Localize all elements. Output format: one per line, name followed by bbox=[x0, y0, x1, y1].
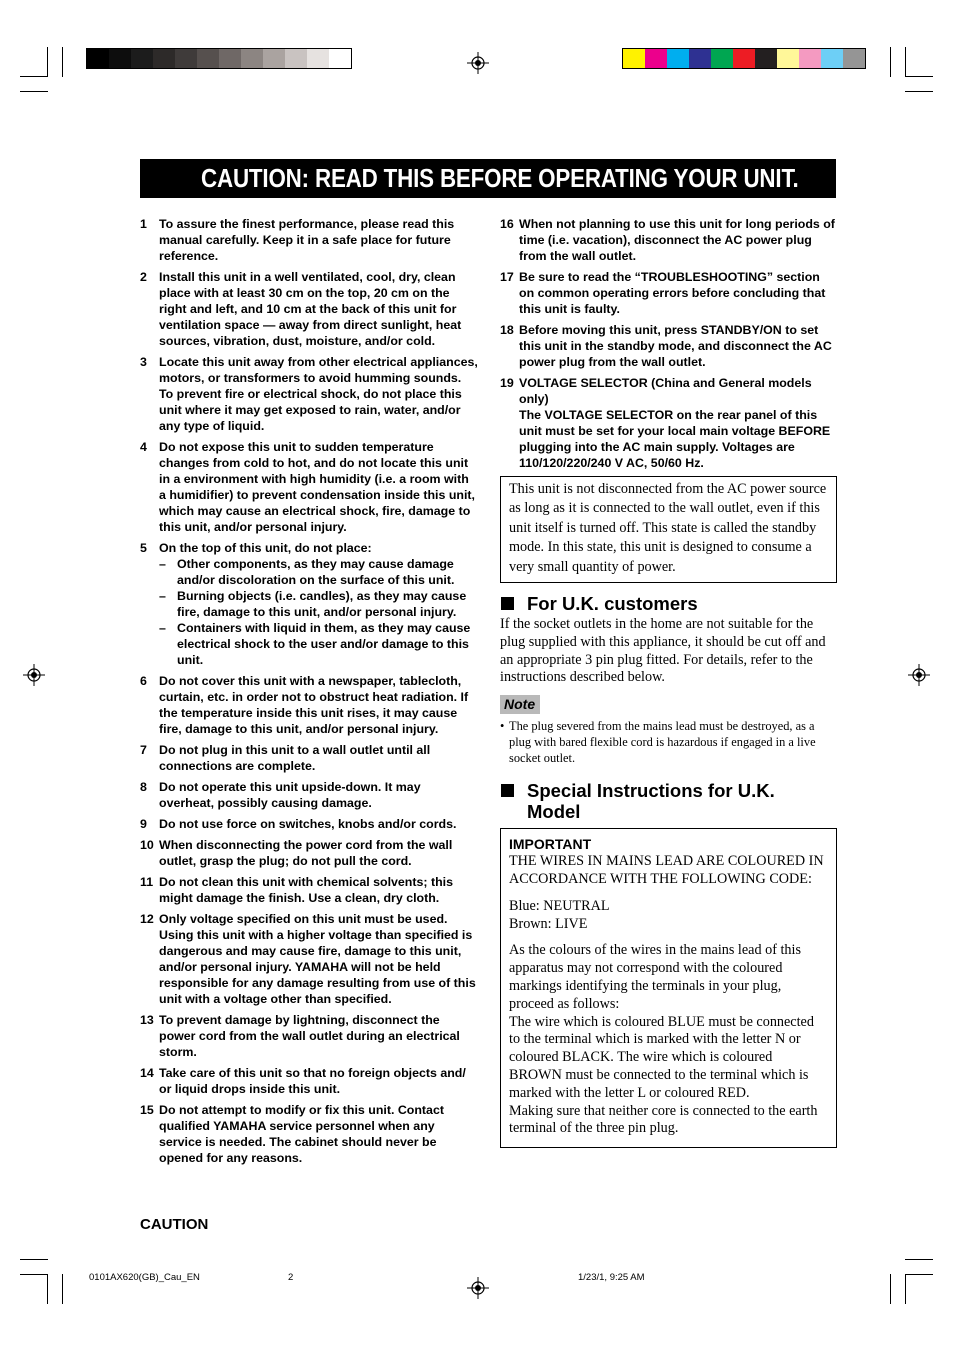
important-title: IMPORTANT bbox=[509, 836, 592, 853]
caution-item bbox=[500, 375, 837, 471]
note-text: The plug severed from the mains lead must be destroyed, as a plug with bared flexible cord is hazardous if engaged in a live socket outlet. bbox=[509, 719, 816, 766]
crop-mark bbox=[20, 76, 48, 77]
caution-item-text: Be sure to read the “TROUBLESHOOTING” section on common operating errors before concluding that this unit is faulty. bbox=[519, 270, 826, 316]
color-swatch bbox=[175, 49, 197, 68]
important-box bbox=[500, 828, 837, 1148]
note-label: Note bbox=[500, 695, 540, 714]
special-heading-line1: Special Instructions for U.K. bbox=[527, 780, 775, 802]
color-swatch bbox=[263, 49, 285, 68]
crop-mark bbox=[62, 1274, 63, 1304]
caution-item bbox=[140, 439, 478, 535]
caution-item-text: When disconnecting the power cord from the wall outlet, grasp the plug; do not pull the cord. bbox=[159, 838, 453, 868]
caution-item-number: 15 bbox=[140, 1103, 154, 1117]
caution-item-number: 13 bbox=[140, 1013, 154, 1027]
caution-item-text: Do not expose this unit to sudden temperature changes from cold to hot, and do not locate this unit in a environment with high humidity (i.e. a room with a humidifier) to prevent condensation inside this unit, which may cause an electrical shock, fire, damage to this unit, and/or personal injury. bbox=[159, 440, 475, 534]
caution-list-left bbox=[140, 216, 478, 1166]
caution-item-text: To assure the finest performance, please read this manual carefully. Keep it in a safe place for future reference. bbox=[159, 217, 455, 263]
caution-item-text: Do not attempt to modify or fix this unit. Contact qualified YAMAHA service personnel when any service is needed. The cabinet should never be opened for any reasons. bbox=[159, 1103, 444, 1165]
caution-item-number: 7 bbox=[140, 743, 147, 757]
caution-sub-item-text: Burning objects (i.e. candles), as they may cause fire, damage to this unit, and/or personal injury. bbox=[177, 589, 467, 619]
caution-item-text: Do not cover this unit with a newspaper, tablecloth, curtain, etc. in order not to obstruct heat radiation. If the temperature inside this unit rises, it may cause fire, damage to this unit, and/or personal injury. bbox=[159, 674, 469, 736]
footer-section-label: CAUTION bbox=[140, 1216, 209, 1233]
color-swatch bbox=[733, 49, 755, 68]
color-swatch bbox=[153, 49, 175, 68]
registration-mark-icon bbox=[23, 664, 45, 686]
blue-neutral: Blue: NEUTRAL bbox=[509, 897, 610, 914]
page-title: CAUTION: READ THIS BEFORE OPERATING YOUR UNIT. bbox=[201, 163, 799, 193]
caution-item-number: 4 bbox=[140, 440, 147, 454]
caution-item bbox=[500, 216, 837, 264]
color-swatch bbox=[689, 49, 711, 68]
color-swatch bbox=[241, 49, 263, 68]
bullet-icon: • bbox=[500, 719, 505, 734]
caution-item-text: To prevent damage by lightning, disconnect the power cord from the wall outlet during an electrical storm. bbox=[159, 1013, 460, 1059]
crop-mark bbox=[47, 47, 48, 77]
caution-item-text: Install this unit in a well ventilated, cool, dry, clean place with at least 30 cm on the top, 20 cm on the right and left, and 10 cm at the back of this unit for ventilation space — away from direct sunlight, heat sources, vibration, dust, moisture, and/or cold. bbox=[159, 270, 462, 348]
caution-sub-item bbox=[159, 556, 478, 588]
important-paragraph-2: The wire which is coloured BLUE must be connected to the terminal which is marked with the letter N or coloured BLACK. The wire which is coloured BROWN must be connected to the terminal which is marked with the letter L or coloured RED. bbox=[509, 1013, 814, 1101]
caution-item-text: Do not operate this unit upside-down. It may overheat, possibly causing damage. bbox=[159, 780, 421, 810]
caution-item bbox=[140, 1012, 478, 1060]
caution-item-text-continued: The VOLTAGE SELECTOR on the rear panel of this unit must be set for your local main voltage BEFORE plugging into the AC main supply. Voltages are 110/120/220/240 V AC, 50/60 Hz. bbox=[519, 408, 831, 470]
crop-mark bbox=[905, 1259, 933, 1260]
crop-mark bbox=[905, 1274, 906, 1304]
crop-mark bbox=[890, 1274, 891, 1304]
caution-item-number: 9 bbox=[140, 817, 147, 831]
caution-item-text: Take care of this unit so that no foreign objects and/ or liquid drops inside this unit. bbox=[159, 1066, 466, 1096]
caution-item bbox=[140, 874, 478, 906]
caution-item-number: 8 bbox=[140, 780, 147, 794]
brown-live: Brown: LIVE bbox=[509, 915, 588, 932]
caution-item-text: Do not use force on switches, knobs and/or cords. bbox=[159, 817, 457, 831]
color-swatch bbox=[307, 49, 329, 68]
crop-mark bbox=[20, 1274, 48, 1275]
footer-timestamp: 1/23/1, 9:25 AM bbox=[578, 1272, 645, 1283]
caution-item bbox=[500, 322, 837, 370]
crop-mark bbox=[905, 1274, 933, 1275]
color-swatch bbox=[777, 49, 799, 68]
caution-item-number: 19 bbox=[500, 376, 514, 390]
process-color-bar bbox=[622, 48, 866, 69]
color-swatch bbox=[109, 49, 131, 68]
crop-mark bbox=[20, 91, 48, 92]
crop-mark bbox=[905, 76, 933, 77]
color-swatch bbox=[219, 49, 241, 68]
caution-item-number: 12 bbox=[140, 912, 154, 926]
color-swatch bbox=[87, 49, 109, 68]
caution-sub-item-text: Containers with liquid in them, as they may cause electrical shock to the user and/or damage to this unit. bbox=[177, 621, 471, 667]
crop-mark bbox=[20, 1259, 48, 1260]
square-bullet-icon bbox=[501, 784, 514, 797]
caution-item bbox=[140, 779, 478, 811]
footer-page-number: 2 bbox=[288, 1272, 294, 1283]
caution-sub-item bbox=[159, 588, 478, 620]
important-paragraph-3: Making sure that neither core is connected to the earth terminal of the three pin plug. bbox=[509, 1102, 818, 1137]
caution-list-right bbox=[500, 216, 837, 471]
crop-mark bbox=[905, 47, 906, 77]
right-column bbox=[500, 216, 837, 1148]
caution-item-number: 1 bbox=[140, 217, 147, 231]
color-swatch bbox=[843, 49, 865, 68]
color-swatch bbox=[197, 49, 219, 68]
caution-item-number: 2 bbox=[140, 270, 147, 284]
caution-item-text: On the top of this unit, do not place: bbox=[159, 541, 372, 555]
color-swatch bbox=[329, 49, 351, 68]
uk-customers-body: If the socket outlets in the home are not suitable for the plug supplied with this appliance, it should be cut off and an appropriate 3 pin plug fitted. For details, refer to the instructions described below. bbox=[500, 616, 826, 686]
caution-item-number: 3 bbox=[140, 355, 147, 369]
caution-item-text: When not planning to use this unit for long periods of time (i.e. vacation), disconnect the AC power plug from the wall outlet. bbox=[519, 217, 835, 263]
color-swatch bbox=[623, 49, 645, 68]
registration-mark-icon bbox=[467, 52, 489, 74]
crop-mark bbox=[62, 47, 63, 77]
color-swatch bbox=[755, 49, 777, 68]
color-swatch bbox=[645, 49, 667, 68]
caution-sub-item bbox=[159, 620, 478, 668]
uk-customers-heading-text: For U.K. customers bbox=[527, 593, 698, 615]
caution-item bbox=[140, 216, 478, 264]
crop-mark bbox=[905, 91, 933, 92]
color-swatch bbox=[711, 49, 733, 68]
color-swatch bbox=[667, 49, 689, 68]
note-item bbox=[500, 718, 837, 766]
footer-file-name: 0101AX620(GB)_Cau_EN bbox=[89, 1272, 200, 1283]
registration-mark-icon bbox=[908, 664, 930, 686]
square-bullet-icon bbox=[501, 597, 514, 610]
caution-item bbox=[140, 354, 478, 434]
caution-item bbox=[140, 1065, 478, 1097]
caution-item-number: 11 bbox=[140, 875, 154, 889]
page-title-banner bbox=[140, 159, 836, 198]
caution-item-number: 6 bbox=[140, 674, 147, 688]
dash-bullet-icon: – bbox=[159, 557, 166, 571]
standby-notice-box: This unit is not disconnected from the AC power source as long as it is connected to the wall outlet, even if this unit itself is turned off. This state is called the standby mode. In this state, this unit is designed to consume a very small quantity of power. bbox=[500, 476, 837, 583]
caution-item-number: 14 bbox=[140, 1066, 154, 1080]
caution-item-text: Only voltage specified on this unit must be used. Using this unit with a higher voltage than specified is dangerous and may cause fire, damage to this unit, and/or personal injury. YAMAHA will not be held responsible for any damage resulting from use of this unit with a voltage other than specified. bbox=[159, 912, 476, 1006]
grayscale-color-bar bbox=[86, 48, 352, 69]
crop-mark bbox=[890, 47, 891, 77]
caution-item-text: VOLTAGE SELECTOR (China and General models only) bbox=[519, 376, 812, 406]
caution-item bbox=[140, 837, 478, 869]
caution-item bbox=[140, 540, 478, 668]
color-swatch bbox=[285, 49, 307, 68]
important-paragraph-1: As the colours of the wires in the mains lead of this apparatus may not correspond with the coloured markings identifying the terminals in your plug, proceed as follows: bbox=[509, 942, 801, 1012]
caution-item-text: Do not clean this unit with chemical solvents; this might damage the finish. Use a clean, dry cloth. bbox=[159, 875, 453, 905]
caution-item-text: Before moving this unit, press STANDBY/ON to set this unit in the standby mode, and disconnect the AC power plug from the wall outlet. bbox=[519, 323, 832, 369]
special-heading-line2: Model bbox=[527, 801, 581, 823]
caution-item-number: 16 bbox=[500, 217, 514, 231]
left-column bbox=[140, 216, 478, 1171]
wire-code-text: THE WIRES IN MAINS LEAD ARE COLOURED IN ACCORDANCE WITH THE FOLLOWING CODE: bbox=[509, 853, 824, 888]
dash-bullet-icon: – bbox=[159, 621, 166, 635]
special-instructions-heading bbox=[500, 780, 837, 822]
caution-item-text: Do not plug in this unit to a wall outlet until all connections are complete. bbox=[159, 743, 431, 773]
caution-item bbox=[140, 742, 478, 774]
caution-item bbox=[500, 269, 837, 317]
caution-item-text: Locate this unit away from other electrical appliances, motors, or transformers to avoid humming sounds. To prevent fire or electrical shock, do not place this unit where it may get exposed to rain, water, and/or any type of liquid. bbox=[159, 355, 478, 433]
color-swatch bbox=[821, 49, 843, 68]
dash-bullet-icon: – bbox=[159, 589, 166, 603]
registration-mark-icon bbox=[467, 1277, 489, 1299]
caution-item bbox=[140, 911, 478, 1007]
caution-sub-item-text: Other components, as they may cause damage and/or discoloration on the surface of this unit. bbox=[177, 557, 455, 587]
caution-item-number: 17 bbox=[500, 270, 514, 284]
caution-item-number: 18 bbox=[500, 323, 514, 337]
color-swatch bbox=[799, 49, 821, 68]
caution-item-number: 5 bbox=[140, 541, 147, 555]
caution-item bbox=[140, 673, 478, 737]
color-swatch bbox=[131, 49, 153, 68]
caution-item bbox=[140, 1102, 478, 1166]
caution-item-number: 10 bbox=[140, 838, 154, 852]
caution-item bbox=[140, 269, 478, 349]
caution-item bbox=[140, 816, 478, 832]
uk-customers-heading bbox=[500, 593, 837, 614]
crop-mark bbox=[47, 1274, 48, 1304]
